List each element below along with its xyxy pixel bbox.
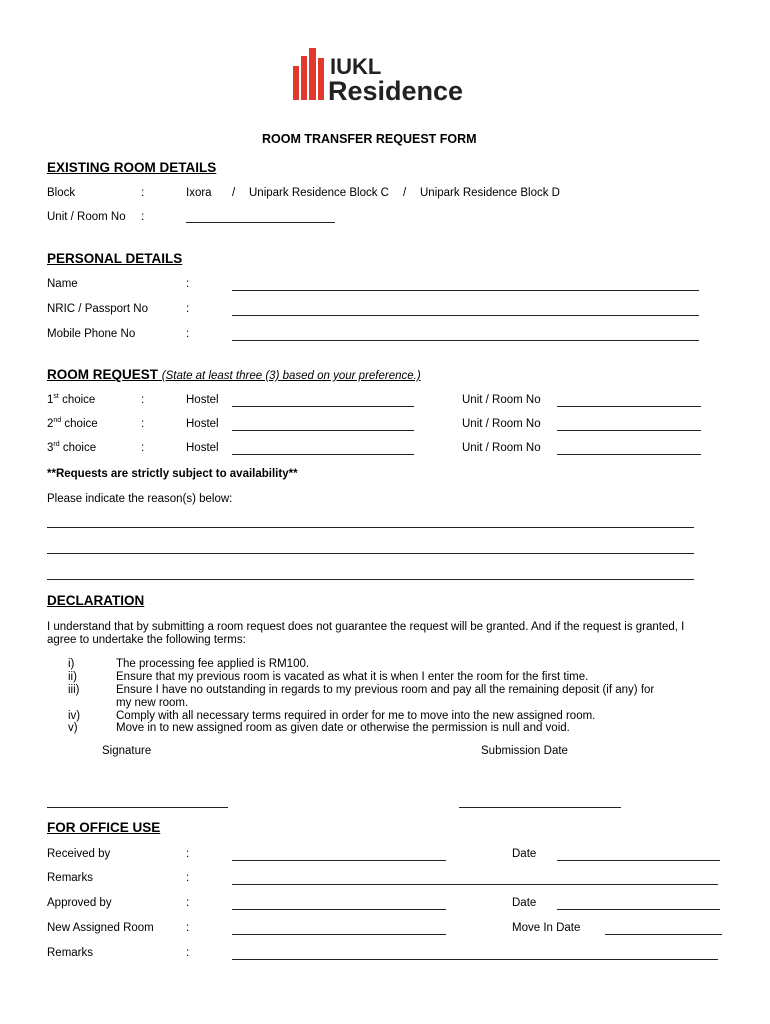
remarks-2-label: Remarks xyxy=(47,947,94,959)
nric-field[interactable] xyxy=(232,315,699,316)
choice-3-label: 3rd choice xyxy=(47,441,97,454)
choice-1-label: 1st choice xyxy=(47,393,96,406)
section-heading-personal: PERSONAL DETAILS xyxy=(47,251,183,266)
choice-1-unit-label: Unit / Room No xyxy=(462,394,541,406)
page-title: ROOM TRANSFER REQUEST FORM xyxy=(262,132,477,146)
term-5-number: v) xyxy=(68,722,78,734)
term-2-number: ii) xyxy=(68,671,77,683)
logo-brand-bottom: Residence xyxy=(328,76,464,104)
choice-3-unit-label: Unit / Room No xyxy=(462,442,541,454)
move-in-date-field[interactable] xyxy=(605,934,722,935)
availability-note: **Requests are strictly subject to availability** xyxy=(47,468,298,480)
new-room-colon: : xyxy=(186,922,190,934)
choice-2-hostel-label: Hostel xyxy=(186,418,219,430)
block-option-unipark-d[interactable]: Unipark Residence Block D xyxy=(420,187,560,199)
block-separator: / xyxy=(403,187,407,199)
nric-label: NRIC / Passport No xyxy=(47,303,148,315)
received-date-field[interactable] xyxy=(557,860,720,861)
new-room-label: New Assigned Room xyxy=(47,922,154,934)
block-separator: / xyxy=(232,187,236,199)
choice-2-hostel-field[interactable] xyxy=(232,430,414,431)
block-option-unipark-c[interactable]: Unipark Residence Block C xyxy=(249,187,389,199)
approved-colon: : xyxy=(186,897,190,909)
section-heading-office: FOR OFFICE USE xyxy=(47,820,161,835)
term-1-text: The processing fee applied is RM100. xyxy=(116,658,310,670)
block-label: Block xyxy=(47,187,76,199)
approved-date-field[interactable] xyxy=(557,909,720,910)
choice-3-colon: : xyxy=(141,442,145,454)
nric-colon: : xyxy=(186,303,190,315)
phone-colon: : xyxy=(186,328,190,340)
received-field[interactable] xyxy=(232,860,446,861)
term-4-number: iv) xyxy=(68,710,81,722)
choice-3-hostel-field[interactable] xyxy=(232,454,414,455)
name-field[interactable] xyxy=(232,290,699,291)
section-heading-room-request xyxy=(47,367,421,382)
unit-colon: : xyxy=(141,211,145,223)
reason-prompt: Please indicate the reason(s) below: xyxy=(47,493,233,505)
received-label: Received by xyxy=(47,848,111,860)
remarks-2-field[interactable] xyxy=(232,959,718,960)
remarks-label: Remarks xyxy=(47,872,94,884)
unit-label: Unit / Room No xyxy=(47,211,126,223)
choice-1-colon: : xyxy=(141,394,145,406)
signature-field[interactable] xyxy=(47,807,228,808)
building-icon xyxy=(293,48,324,100)
choice-3-unit-field[interactable] xyxy=(557,454,701,455)
remarks-colon: : xyxy=(186,872,190,884)
submission-date-label: Submission Date xyxy=(481,745,568,757)
room-request-note: (State at least three (3) based on your preference.) xyxy=(161,370,421,382)
received-date-label: Date xyxy=(512,848,537,860)
term-1-number: i) xyxy=(68,658,75,670)
choice-2-unit-label: Unit / Room No xyxy=(462,418,541,430)
term-3-text: Ensure I have no outstanding in regards to my previous room and pay all the remaining deposit (if any) for my new room. xyxy=(116,684,655,709)
choice-2-label: 2nd choice xyxy=(47,417,98,430)
term-4-text: Comply with all necessary terms required in order for me to move into the new assigned room. xyxy=(116,710,596,722)
signature-label: Signature xyxy=(102,745,152,757)
reason-line-2[interactable] xyxy=(47,553,694,554)
logo-brand-top: IUKL xyxy=(330,54,382,79)
approved-label: Approved by xyxy=(47,897,112,909)
reason-line-1[interactable] xyxy=(47,527,694,528)
remarks-field[interactable] xyxy=(232,884,718,885)
name-colon: : xyxy=(186,278,190,290)
choice-2-colon: : xyxy=(141,418,145,430)
approved-field[interactable] xyxy=(232,909,446,910)
new-room-field[interactable] xyxy=(232,934,446,935)
name-label: Name xyxy=(47,278,78,290)
term-2-text: Ensure that my previous room is vacated as what it is when I enter the room for the first time. xyxy=(116,671,589,683)
choice-1-unit-field[interactable] xyxy=(557,406,701,407)
approved-date-label: Date xyxy=(512,897,537,909)
declaration-paragraph: I understand that by submitting a room request does not guarantee the request will be granted. And if the request is granted, I agree to undertake the following terms: xyxy=(47,621,685,646)
reason-line-3[interactable] xyxy=(47,579,694,580)
choice-2-unit-field[interactable] xyxy=(557,430,701,431)
choice-1-hostel-label: Hostel xyxy=(186,394,219,406)
section-heading-declaration: DECLARATION xyxy=(47,593,145,608)
submission-date-field[interactable] xyxy=(459,807,621,808)
remarks-2-colon: : xyxy=(186,947,190,959)
section-heading-existing: EXISTING ROOM DETAILS xyxy=(47,160,217,175)
choice-3-hostel-label: Hostel xyxy=(186,442,219,454)
move-in-date-label: Move In Date xyxy=(512,922,581,934)
received-colon: : xyxy=(186,848,190,860)
term-3-number: iii) xyxy=(68,684,80,696)
unit-field[interactable] xyxy=(186,222,335,223)
room-request-heading: ROOM REQUEST xyxy=(47,367,159,382)
choice-1-hostel-field[interactable] xyxy=(232,406,414,407)
block-option-ixora[interactable]: Ixora xyxy=(186,187,212,199)
iukl-residence-logo xyxy=(290,44,500,104)
phone-label: Mobile Phone No xyxy=(47,328,136,340)
block-colon: : xyxy=(141,187,145,199)
term-5-text: Move in to new assigned room as given date or otherwise the permission is null and void. xyxy=(116,722,570,734)
phone-field[interactable] xyxy=(232,340,699,341)
